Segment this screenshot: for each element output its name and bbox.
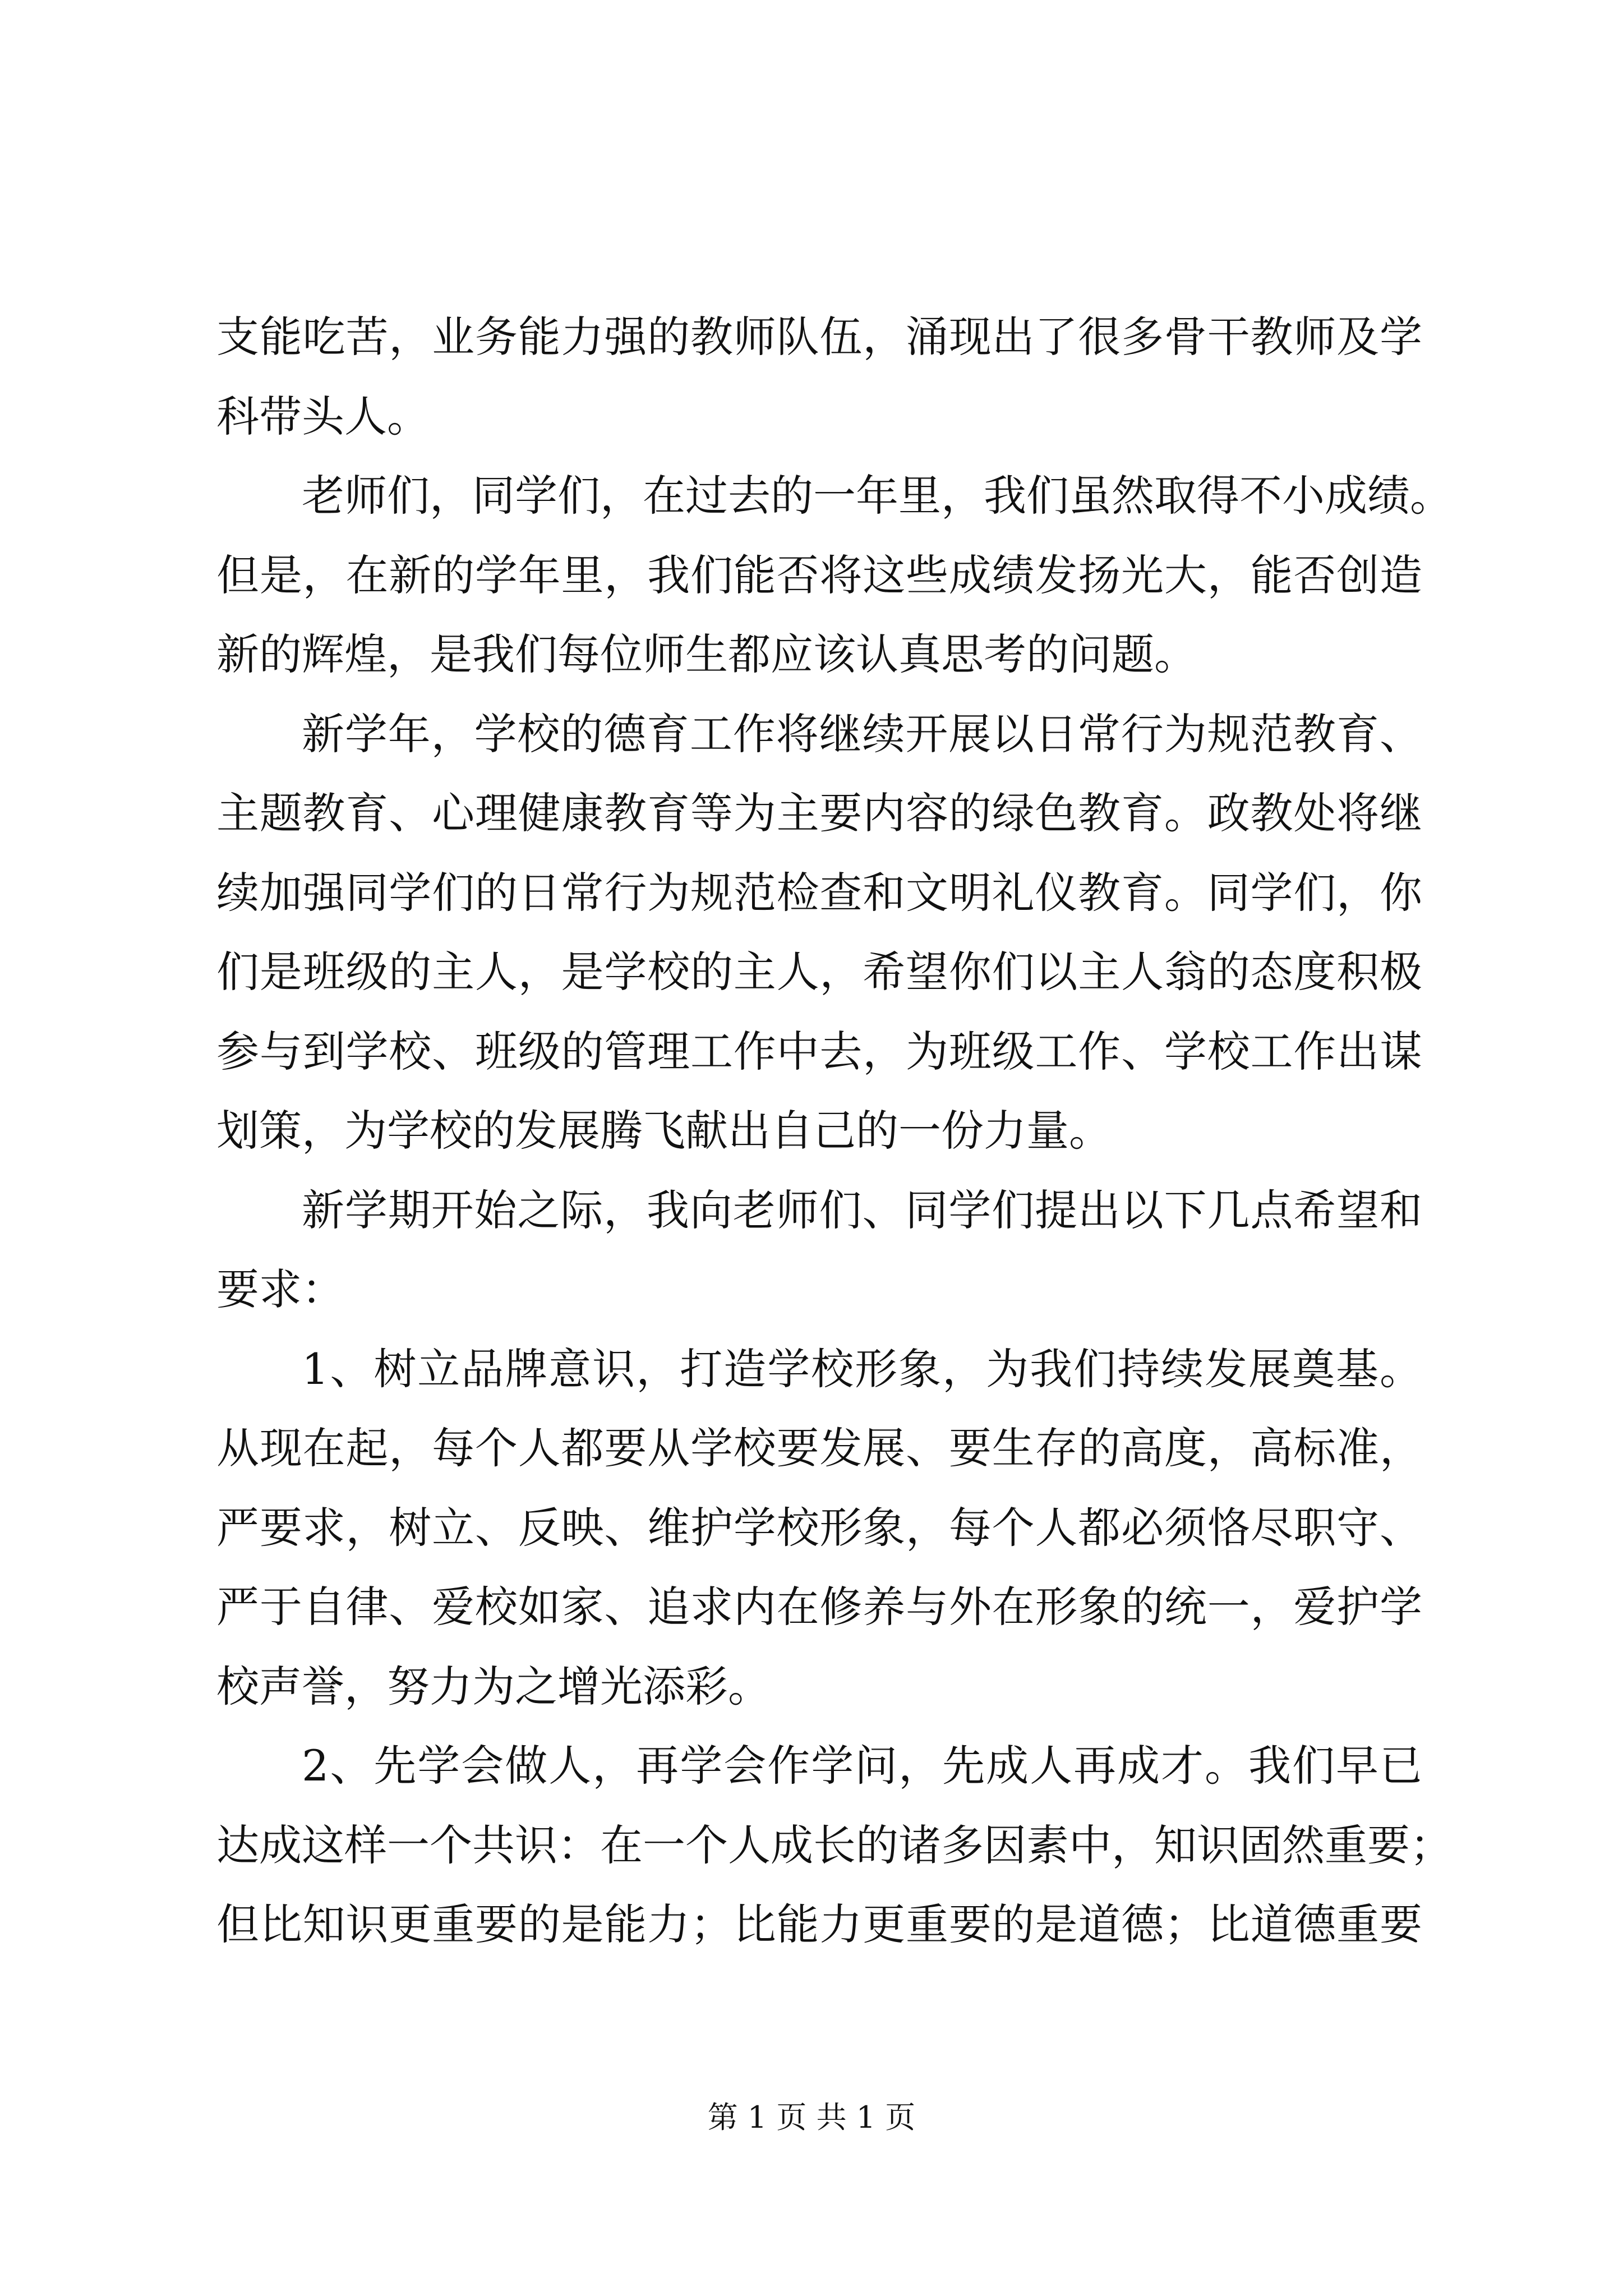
document-body — [216, 297, 1453, 1964]
text-line: 严于自律、爱校如家、追求内在修养与外在形象的统一，爱护学 — [216, 1582, 1422, 1632]
text-line: 参与到学校、班级的管理工作中去，为班级工作、学校工作出谋 — [216, 1026, 1422, 1076]
text-line: 科带头人。 — [216, 391, 430, 441]
text-line: 新学期开始之际，我向老师们、同学们提出以下几点希望和 — [302, 1185, 1422, 1235]
text-line: 主题教育、心理健康教育等为主要内容的绿色教育。政教处将继 — [216, 788, 1422, 838]
text-line: 校声誉，努力为之增光添彩。 — [216, 1661, 771, 1711]
text-line: 严要求，树立、反映、维护学校形象，每个人都必须恪尽职守、 — [216, 1502, 1422, 1553]
text-line: 新的辉煌，是我们每位师生都应该认真思考的问题。 — [216, 629, 1197, 679]
text-line: 续加强同学们的日常行为规范检查和文明礼仪教育。同学们，你 — [216, 867, 1422, 918]
text-line: 达成这样一个共识：在一个人成长的诸多因素中，知识固然重要； — [216, 1820, 1453, 1870]
text-line: 新学年，学校的德育工作将继续开展以日常行为规范教育、 — [302, 708, 1422, 759]
page-footer: 第 1 页 共 1 页 — [707, 2100, 916, 2135]
text-line: 划策，为学校的发展腾飞献出自己的一份力量。 — [216, 1106, 1112, 1156]
text-line: 1、树立品牌意识，打造学校形象，为我们持续发展奠基。 — [302, 1343, 1422, 1394]
text-line: 老师们，同学们，在过去的一年里，我们虽然取得不小成绩。 — [302, 471, 1453, 521]
text-line: 2、先学会做人，再学会作学问，先成人再成才。我们早已 — [302, 1741, 1422, 1791]
text-line: 但是，在新的学年里，我们能否将这些成绩发扬光大，能否创造 — [216, 550, 1422, 600]
text-line: 支能吃苦，业务能力强的教师队伍，涌现出了很多骨干教师及学 — [216, 312, 1422, 362]
text-line: 从现在起，每个人都要从学校要发展、要生存的高度，高标准， — [216, 1423, 1422, 1473]
text-line: 们是班级的主人，是学校的主人，希望你们以主人翁的态度积极 — [216, 947, 1422, 997]
text-line: 但比知识更重要的是能力；比能力更重要的是道德；比道德重要 — [216, 1899, 1422, 1949]
text-line: 要求： — [216, 1264, 344, 1314]
